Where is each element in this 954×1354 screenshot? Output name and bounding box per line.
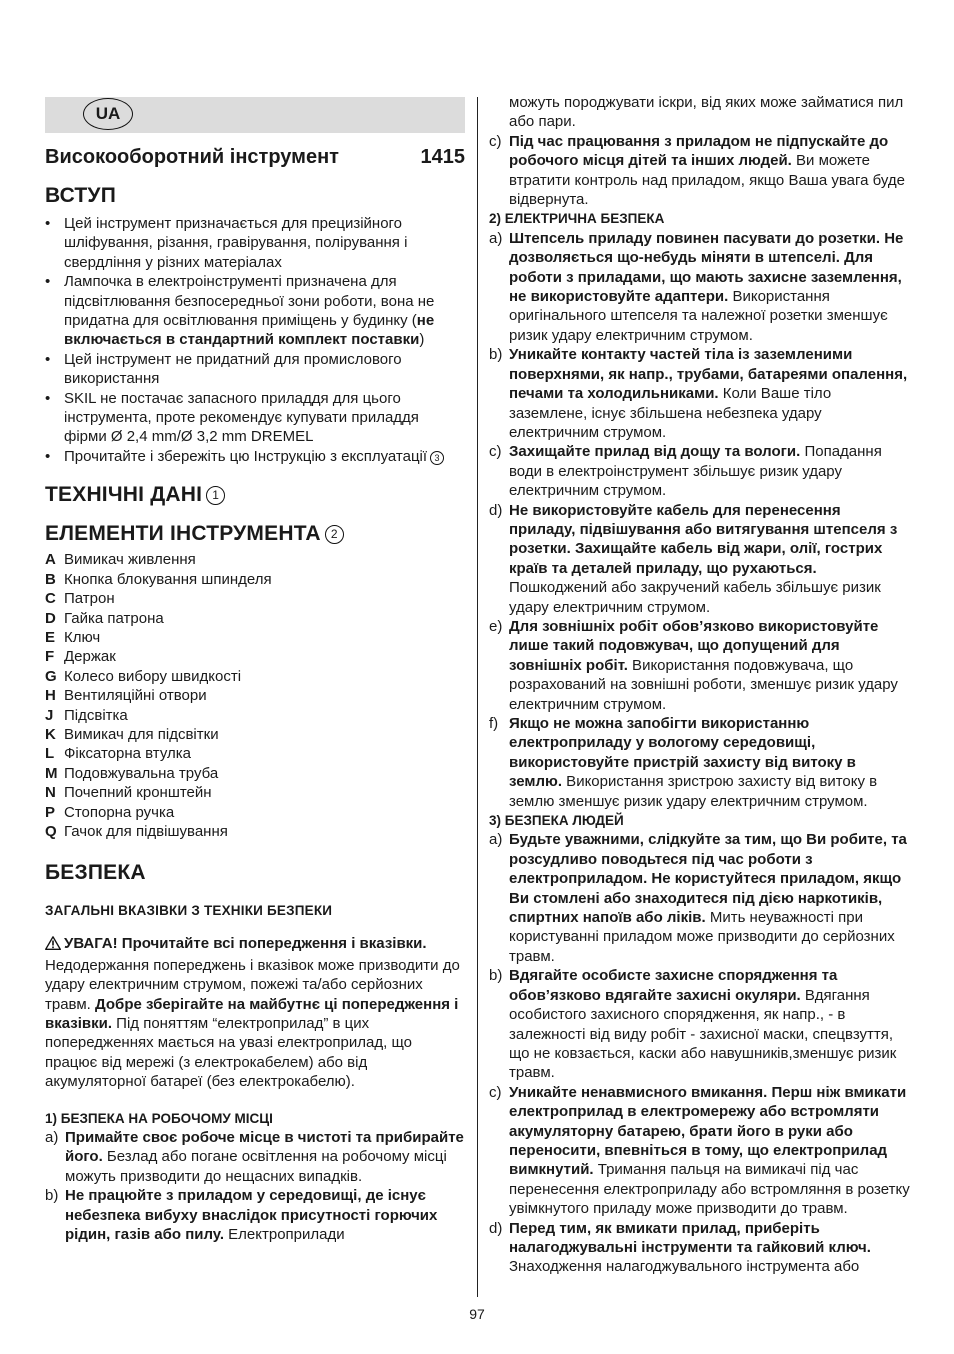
list-item: K Вимикач для підсвітки [45, 725, 219, 743]
workplace-safety-list [45, 1128, 465, 1244]
figure-ref: 2 [325, 525, 344, 544]
list-item: H Вентиляційні отвори [45, 687, 207, 705]
list-item: a) Будьте уважними, слідкуйте за тим, що Ви робите, та розсудливо поводьтеся під час роботи з електроприладом. Не користуйтеся приладом, якщо Ви стомлені або знаходитеся під дією наркотиків, спиртних напоїв або ліків. Мить неуважності при користуванні приладом може призводити до серйозних травм. [489, 831, 907, 965]
list-item: J Підсвітка [45, 706, 128, 724]
model-number: 1415 [420, 146, 465, 168]
list-item: d) Перед тим, як вмикати прилад, приберіть налагоджувальні інструменти та гайковий ключ. Знаходження налагоджувального інструмента або [489, 1219, 871, 1276]
left-column [45, 97, 465, 1244]
list-item: Q Гачок для підвішування [45, 822, 228, 840]
list-item: b) Вдягайте особисте захисне спорядження та обов’язково вдягайте захисні окуляри. Вдягання особистого захисного спорядження, як напр., - в залежності від виду робіт - захисної маски, спецвзуття, що не ковзається, каски або навушників,зменшує ризик травм. [489, 967, 897, 1082]
list-item: c) Уникайте ненавмисного вмикання. Перш ніж вмикати електроприлад в електромережу або встромляти акумуляторну батарею, брати його в руки або переносити, впевніться в тому, що електроприлад вимкнутий. Тримання пальця на вимикачі під час перенесення електроприладу або встромляння в розетку увімкнутого приладу може призводити до травм. [489, 1083, 910, 1218]
product-name: Високооборотний інструмент [45, 146, 339, 168]
list-item: C Патрон [45, 590, 115, 608]
list-item: L Фіксаторна втулка [45, 745, 191, 763]
elements-heading: ЕЛЕМЕНТИ ІНСТРУМЕНТА 2 [45, 522, 465, 546]
list-item: F Держак [45, 648, 116, 666]
safety-heading: БЕЗПЕКА [45, 861, 146, 885]
document-title [45, 146, 465, 169]
list-item: P Стопорна ручка [45, 803, 175, 821]
tech-data-heading: ТЕХНІЧНІ ДАНІ 1 [45, 483, 465, 507]
list-item: d) Не використовуйте кабель для перенесення приладу, підвішування або витягування штепселя з розетки. Захищайте кабель від жари, олії, гострих країв та деталей приладу, що рухаються. Пошкоджений або закручений кабель збільшує ризик удару електричним струмом. [489, 501, 898, 616]
list-item: c) Під час працювання з приладом не підпускайте до робочого місця дітей та інших людей. Ви можете втратити контроль над приладом, якщо Ваша увага буде відвернута. [489, 132, 905, 209]
warning-icon [45, 936, 61, 955]
list-item: B Кнопка блокування шпинделя [45, 570, 272, 588]
personal-safety-heading: 3) БЕЗПЕКА ЛЮДЕЙ [489, 813, 624, 829]
list-item: N Почепний кронштейн [45, 784, 212, 802]
language-badge: UA [83, 98, 133, 130]
list-item: f) Якщо не можна запобігти використанню електроприладу у вологому середовищі, використовуйте пристрій захисту від витоку в землю. Використання зристрою захисту від витоку в землю зменшує ризик удару електричним струмом. [489, 715, 878, 810]
list-item: • Цей інструмент призначається для прецизійного шліфування, різання, гравірування, полірування і свердління у різних матеріалах [45, 214, 465, 272]
list-item: D Гайка патрона [45, 609, 164, 627]
list-item: b) Не працюйте з приладом у середовищі, де існує небезпека вибуху внаслідок присутності горючих рідин, газів або пилу. Електроприлади [45, 1187, 438, 1244]
intro-heading: ВСТУП [45, 184, 116, 207]
workplace-safety-heading: 1) БЕЗПЕКА НА РОБОЧОМУ МІСЦІ [45, 1110, 273, 1126]
list-item: M Подовжувальна труба [45, 764, 219, 782]
list-item: G Колесо вибору швидкості [45, 667, 242, 685]
list-item: • SKIL не постачає запасного приладдя для цього інструмента, проте рекомендує купувати приладдя фірми Ø 2,4 mm/Ø 3,2 mm DREMEL [45, 389, 465, 447]
continued-text: можуть породжувати іскри, від яких може займатися пил або пари. [509, 94, 904, 131]
list-item: • Лампочка в електроінструменті призначена для підсвітлювання безпосередньої зони роботи, вона не придатна для освітлювання приміщень у будинку (не включається в стандартний комплект поставки) [45, 272, 465, 350]
list-item: a) Штепсель приладу повинен пасувати до розетки. Не дозволяється що-небудь міняти в штепселі. Для роботи з приладами, що мають захисне заземлення, не використовуйте адаптери. Використання оригінального штепселя та належної розетки зменшує ризик удару електричним струмом. [489, 229, 904, 344]
list-item: e) Для зовнішніх робіт обов’язково використовуйте лише такий подовжувач, що допущений для зовнішніх робіт. Використання подовжувача, що розрахований на зовнішні роботи, зменшує ризик удару електричним струмом. [489, 617, 898, 713]
general-safety-heading: ЗАГАЛЬНІ ВКАЗІВКИ З ТЕХНІКИ БЕЗПЕКИ [45, 903, 333, 919]
list-item: c) Захищайте прилад від дощу та вологи. Попадання води в електроінструмент збільшує ризик удару електричним струмом. [489, 443, 882, 500]
list-item: E Ключ [45, 628, 101, 646]
personal-safety-list [489, 830, 911, 1276]
intro-list [45, 214, 465, 466]
column-divider [477, 97, 478, 1297]
language-bar [45, 97, 465, 133]
parts-list [45, 550, 465, 841]
electrical-safety-list [489, 229, 911, 811]
list-item: a) Примайте своє робоче місце в чистоті та прибирайте його. Безлад або погане освітлення на робочому місці можуть призводити до нещасних випадків. [45, 1129, 464, 1185]
figure-ref: 1 [206, 486, 225, 505]
list-item: b) Уникайте контакту частей тіла із заземленими поверхнями, як напр., трубами, батареями опалення, печами та холодильниками. Коли Ваше тіло заземлене, існує збільшена небезпека удару електричним струмом. [489, 346, 908, 441]
list-item: A Вимикач живлення [45, 551, 196, 569]
page-number: 97 [469, 1306, 485, 1322]
list-item: • Прочитайте і збережіть цю Інструкцію з експлуатації 3 [45, 447, 465, 466]
list-item: • Цей інструмент не придатний для промислового використання [45, 350, 465, 389]
right-column [489, 93, 911, 1277]
warning-paragraph: УВАГА! Прочитайте всі попередження і вказівки. Недодержання попереджень і вказівок може призводити до удару електричним струмом, пожежі та/або серйозних травм. Добре зберігайте на майбутнє ці попередження і вказівки. Під поняттям “електроприлад” в цих попередженнях мається на увазі електроприлад, що працює від мережі (з електрокабелем) або від акумуляторної батареї (без електрокабелю). [45, 935, 460, 1091]
figure-ref: 3 [430, 451, 444, 465]
electrical-safety-heading: 2) ЕЛЕКТРИЧНА БЕЗПЕКА [489, 211, 665, 227]
